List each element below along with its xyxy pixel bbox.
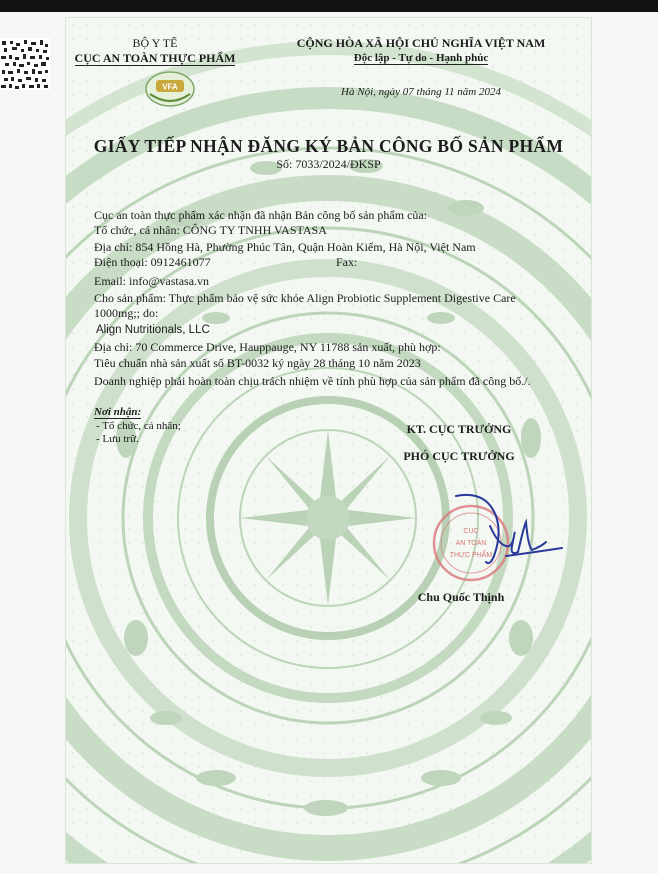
deputy-title: PHÓ CỤC TRƯỞNG xyxy=(403,449,515,463)
vfa-logo xyxy=(144,70,196,108)
top-bar xyxy=(0,0,658,12)
email-line: Email: info@vastasa.vn xyxy=(94,274,210,288)
organization-line: Tổ chức, cá nhân: CÔNG TY TNHH VASTASA xyxy=(94,223,327,237)
agency-name xyxy=(66,51,244,66)
kt-title: KT. CỤC TRƯỞNG xyxy=(406,422,512,436)
recipient-item: - Lưu trữ. xyxy=(96,433,139,445)
responsibility-line: Doanh nghiệp phải hoàn toàn chịu trách nhiệm về tính phù hợp của sản phẩm đã công bố./. xyxy=(94,374,531,388)
document-number: Số: 7033/2024/ĐKSP xyxy=(276,157,381,171)
address-line: Địa chỉ: 854 Hồng Hà, Phường Phúc Tân, Quận Hoàn Kiếm, Hà Nội, Việt Nam xyxy=(94,240,476,254)
signer-name: Chu Quốc Thịnh xyxy=(417,590,505,604)
recipients-label xyxy=(94,406,141,418)
recipients-label-text: Nơi nhận: xyxy=(94,406,142,418)
recipient-item: - Tổ chức, cá nhân; xyxy=(96,420,181,432)
date-line: Hà Nội, ngày 07 tháng 11 năm 2024 xyxy=(341,86,501,98)
motto-text: Độc lập - Tự do - Hạnh phúc xyxy=(353,52,489,64)
manufacturer-address-line: Địa chỉ: 70 Commerce Drive, Hauppauge, NY 11788 sản xuất, phù hợp: xyxy=(94,340,441,354)
certificate-page xyxy=(66,18,591,863)
document-title: GIẤY TIẾP NHẬN ĐĂNG KÝ BẢN CÔNG BỐ SẢN PHẨM xyxy=(93,136,564,156)
motto xyxy=(266,52,576,64)
standard-line: Tiêu chuẩn nhà sản xuất số BT-0032 ký ngày 28 tháng 10 năm 2023 xyxy=(94,356,421,370)
manufacturer-line: Align Nutritionals, LLC xyxy=(96,324,210,336)
phone-line: Điện thoại: 0912461077 xyxy=(94,255,211,269)
product-line-1: Cho sản phẩm: Thực phẩm bảo vệ sức khỏe Align Probiotic Supplement Digestive Care xyxy=(94,291,516,305)
republic-name: CỘNG HÒA XÃ HỘI CHỦ NGHĨA VIỆT NAM xyxy=(296,36,546,50)
ministry-name: BỘ Y TẾ xyxy=(132,36,178,50)
intro-line: Cục an toàn thực phẩm xác nhận đã nhận Bản công bố sản phẩm của: xyxy=(94,208,428,222)
fax-line: Fax: xyxy=(336,255,358,269)
agency-name-text: CỤC AN TOÀN THỰC PHẨM xyxy=(74,51,236,65)
stamp-text-3: THỰC PHẨM xyxy=(449,552,493,559)
logo-text: VFA xyxy=(162,82,178,92)
product-line-2: 1000mg;; do: xyxy=(94,306,159,320)
stamp-text-1: CỤC xyxy=(463,528,479,535)
qr-code xyxy=(0,38,50,90)
stamp-text-2: AN TOÀN xyxy=(455,540,487,547)
signature-mark xyxy=(446,486,566,586)
